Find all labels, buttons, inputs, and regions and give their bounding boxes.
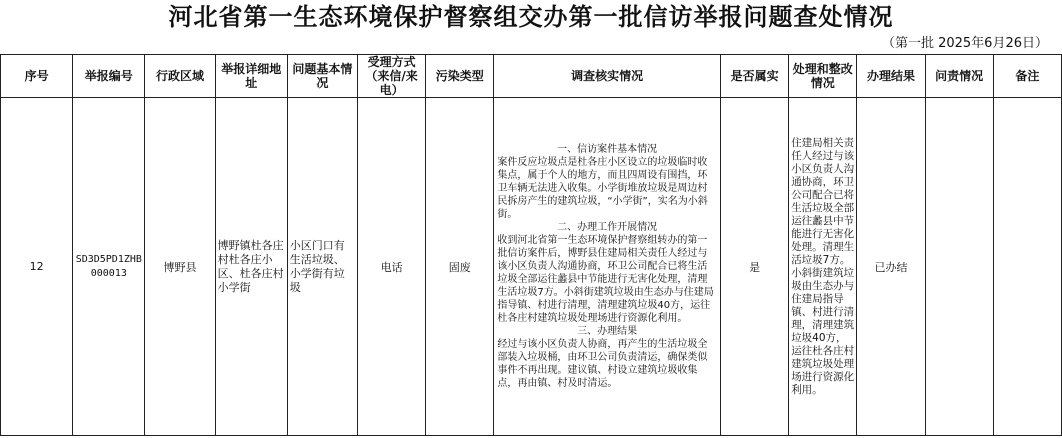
batch-date-line: （第一批 2025年6月26日） — [881, 36, 1048, 51]
header-pollution: 污染类型 — [426, 55, 494, 98]
cell-investigation — [494, 98, 721, 436]
cell-issue: 小区门口有生活垃圾、小学街有垃圾 — [287, 98, 357, 436]
investigation-heading-3: 三、办理结果 — [577, 326, 638, 337]
cell-handling: 住建局相关责任人经过与该小区负责人沟通协商，环卫公司配合已将生活垃圾全部运往蠡县中节能进行无害化处理。清理生活垃圾7方。小斜街建筑垃圾由生态办与住建局指导镇、村进行清理，清理建筑垃圾40方，运往杜各庄村建筑垃圾处理场进行资源化利用。 — [789, 98, 857, 436]
header-row — [1, 55, 1062, 98]
cell-address: 博野镇杜各庄村杜各庄小区、杜各庄村小学街 — [215, 98, 287, 436]
investigation-heading-1: 一、信访案件基本情况 — [557, 144, 658, 155]
cell-remark — [993, 98, 1061, 436]
header-report-no: 举报编号 — [73, 55, 145, 98]
cell-accountability — [925, 98, 993, 436]
cell-is-true: 是 — [721, 98, 789, 436]
header-accountability: 问责情况 — [925, 55, 993, 98]
header-region: 行政区域 — [145, 55, 215, 98]
header-issue: 问题基本情况 — [287, 55, 357, 98]
header-is-true: 是否属实 — [721, 55, 789, 98]
table-row — [1, 98, 1062, 436]
cell-seq: 12 — [1, 98, 73, 436]
document-title: 河北省第一生态环境保护督察组交办第一批信访举报问题查处情况 — [168, 3, 894, 31]
header-result: 办理结果 — [857, 55, 925, 98]
header-handling: 处理和整改情况 — [789, 55, 857, 98]
investigation-paragraph-3: 经过与该小区负责人协商，再产生的生活垃圾全部装入垃圾桶，由环卫公司负责清运，确保类似事件不再出现。建议镇、村设立建筑垃圾收集点，再由镇、村及时清运。 — [497, 339, 708, 389]
cell-report-no: SD3D5PD1ZHB000013 — [73, 98, 145, 436]
cell-result: 已办结 — [857, 98, 925, 436]
cell-method: 电话 — [357, 98, 425, 436]
report-table — [0, 54, 1062, 436]
cell-region: 博野县 — [145, 98, 215, 436]
header-method: 受理方式（来信/来电） — [357, 55, 425, 98]
header-remark: 备注 — [993, 55, 1061, 98]
header-address: 举报详细地址 — [215, 55, 287, 98]
investigation-paragraph-2: 收到河北省第一生态环境保护督察组转办的第一批信访案件后，博野县住建局相关责任人经过与该小区负责人沟通协商，环卫公司配合已将生活垃圾全部运往蠡县中节能进行无害化处理，清理生活垃圾7方。小斜街建筑垃圾由生态办与住建局指导镇、村进行清理，清理建筑垃圾40方，运往杜各庄村建筑垃圾处理场进行资源化利用。 — [497, 235, 714, 324]
cell-pollution: 固废 — [426, 98, 494, 436]
header-seq: 序号 — [1, 55, 73, 98]
header-investigation: 调查核实情况 — [494, 55, 721, 98]
investigation-heading-2: 二、办理工作开展情况 — [557, 222, 658, 233]
investigation-paragraph-1: 案件反应垃圾点是杜各庄小区设立的垃圾临时收集点，属于个人的地方，而且四周设有围挡，环卫车辆无法进入收集。小学街堆放垃圾是周边村民拆房产生的建筑垃圾，“小学街”，实名为小斜街。 — [497, 157, 708, 220]
